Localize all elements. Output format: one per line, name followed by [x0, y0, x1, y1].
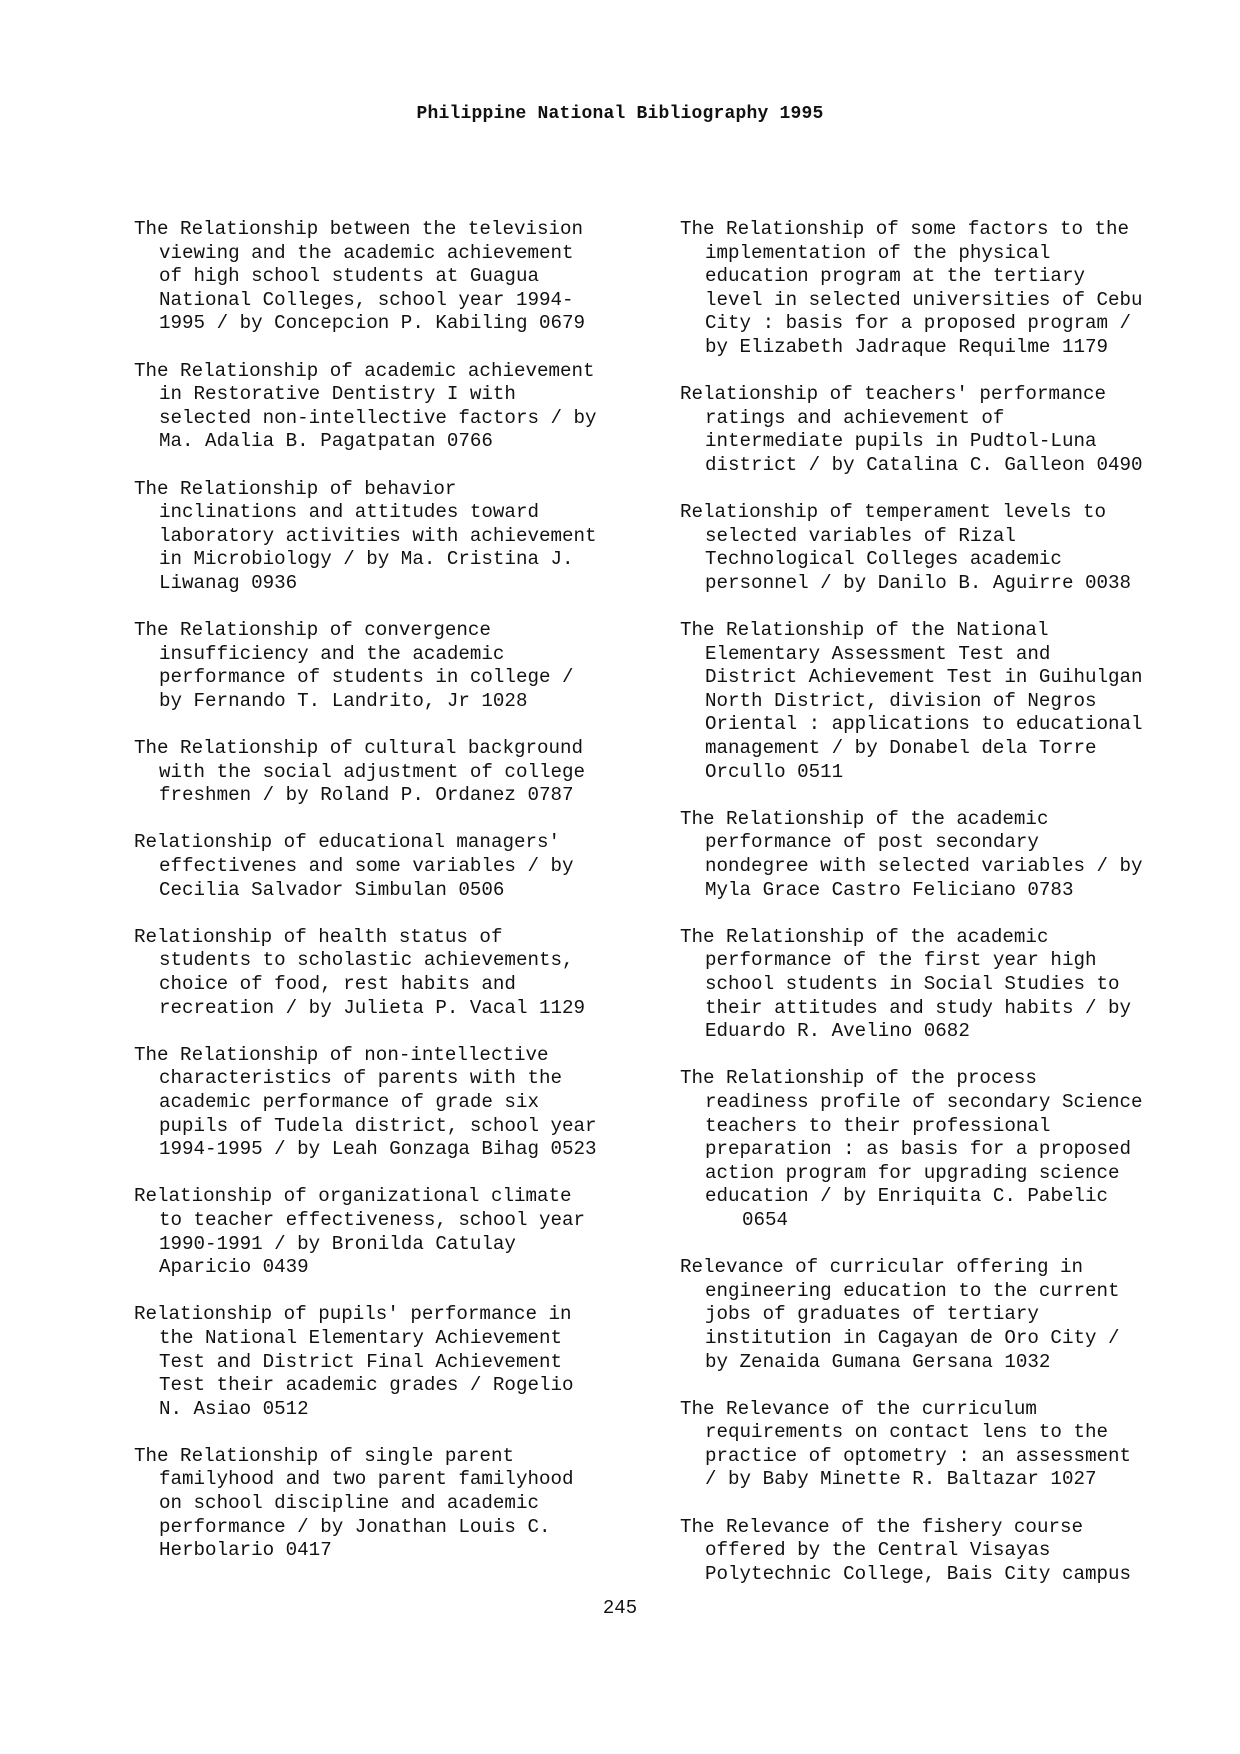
- entry-line: Orcullo 0511: [705, 760, 844, 783]
- entry-line: Cecilia Salvador Simbulan 0506: [159, 878, 505, 901]
- entry-line: by Zenaida Gumana Gersana 1032: [705, 1350, 1051, 1373]
- bibliography-entry: [134, 360, 664, 454]
- bibliography-entry: [680, 808, 1210, 902]
- entry-line: in Restorative Dentistry I with: [159, 383, 516, 406]
- entry-line: offered by the Central Visayas: [705, 1539, 1051, 1562]
- entry-line: 1994-1995 / by Leah Gonzaga Bihag 0523: [159, 1138, 597, 1161]
- entry-line: laboratory activities with achievement: [159, 524, 597, 547]
- entry-line: Test their academic grades / Rogelio: [159, 1374, 574, 1397]
- entry-line: The Relationship of single parent: [134, 1444, 514, 1467]
- entry-line: effectivenes and some variables / by: [159, 855, 574, 878]
- entry-line: The Relationship of convergence: [134, 619, 491, 642]
- entry-line: action program for upgrading science: [705, 1161, 1120, 1184]
- entry-line: Polytechnic College, Bais City campus: [705, 1562, 1132, 1585]
- entry-line: The Relationship of non-intellective: [134, 1043, 549, 1066]
- entry-line: jobs of graduates of tertiary: [705, 1303, 1039, 1326]
- bibliography-entry: [134, 1185, 664, 1279]
- entry-line: Relationship of health status of: [134, 925, 503, 948]
- entry-line: freshmen / by Roland P. Ordanez 0787: [159, 784, 574, 807]
- entry-line: Eduardo R. Avelino 0682: [705, 1020, 970, 1043]
- entry-line: district / by Catalina C. Galleon 0490: [705, 453, 1143, 476]
- entry-line: of high school students at Guagua: [159, 265, 539, 288]
- entry-line: selected variables of Rizal: [705, 524, 1016, 547]
- entry-line: in Microbiology / by Ma. Cristina J.: [159, 548, 574, 571]
- entry-line: The Relevance of the fishery course: [680, 1515, 1084, 1538]
- entry-line: National Colleges, school year 1994-: [159, 288, 574, 311]
- entry-line: 0654: [742, 1208, 789, 1231]
- bibliography-entry: [134, 737, 664, 808]
- entry-line: North District, division of Negros: [705, 689, 1097, 712]
- bibliography-entry: [680, 1256, 1210, 1374]
- entry-line: academic performance of grade six: [159, 1090, 539, 1113]
- bibliography-entry: [680, 619, 1210, 784]
- entry-line: requirements on contact lens to the: [705, 1421, 1109, 1444]
- entry-line: Technological Colleges academic: [705, 548, 1062, 571]
- entry-line: Elementary Assessment Test and: [705, 642, 1051, 665]
- entry-line: performance of students in college /: [159, 666, 574, 689]
- left-column: [134, 218, 664, 1586]
- entry-line: readiness profile of secondary Science: [705, 1090, 1143, 1113]
- entry-line: recreation / by Julieta P. Vacal 1129: [159, 996, 586, 1019]
- entry-line: personnel / by Danilo B. Aguirre 0038: [705, 571, 1132, 594]
- entry-line: Relationship of organizational climate: [134, 1185, 572, 1208]
- entry-line: Relationship of pupils' performance in: [134, 1303, 572, 1326]
- entry-line: institution in Cagayan de Oro City /: [705, 1326, 1120, 1349]
- entry-line: Liwanag 0936: [159, 571, 298, 594]
- entry-line: The Relationship of the process: [680, 1067, 1037, 1090]
- bibliography-entry: [134, 926, 664, 1020]
- entry-line: students to scholastic achievements,: [159, 949, 574, 972]
- entry-line: Myla Grace Castro Feliciano 0783: [705, 878, 1074, 901]
- entry-line: level in selected universities of Cebu: [705, 288, 1143, 311]
- entry-line: engineering education to the current: [705, 1279, 1120, 1302]
- entry-line: Relationship of teachers' performance: [680, 383, 1107, 406]
- bibliography-entry: [134, 619, 664, 713]
- entry-line: their attitudes and study habits / by: [705, 996, 1132, 1019]
- entry-line: The Relationship of academic achievement: [134, 359, 595, 382]
- bibliography-entry: [134, 1445, 664, 1563]
- entry-line: to teacher effectiveness, school year: [159, 1208, 586, 1231]
- entry-line: selected non-intellective factors / by: [159, 406, 597, 429]
- entry-line: District Achievement Test in Guihulgan: [705, 666, 1143, 689]
- entry-line: N. Asiao 0512: [159, 1397, 309, 1420]
- entry-line: The Relationship of the academic: [680, 925, 1049, 948]
- entry-line: intermediate pupils in Pudtol-Luna: [705, 430, 1097, 453]
- entry-line: practice of optometry : an assessment: [705, 1444, 1132, 1467]
- entry-line: Herbolario 0417: [159, 1539, 332, 1562]
- bibliography-entry: [134, 1044, 664, 1162]
- entry-line: 1995 / by Concepcion P. Kabiling 0679: [159, 312, 586, 335]
- entry-line: The Relevance of the curriculum: [680, 1397, 1037, 1420]
- entry-line: The Relationship of the National: [680, 619, 1049, 642]
- entry-line: choice of food, rest habits and: [159, 973, 516, 995]
- entry-line: Relevance of curricular offering in: [680, 1256, 1084, 1279]
- entry-line: Relationship of educational managers': [134, 831, 561, 854]
- entry-line: the National Elementary Achievement: [159, 1326, 563, 1349]
- entry-line: Aparicio 0439: [159, 1256, 309, 1279]
- bibliography-entry: [134, 478, 664, 596]
- bibliography-entry: [680, 926, 1210, 1044]
- entry-line: management / by Donabel dela Torre: [705, 737, 1097, 760]
- entry-line: performance of the first year high: [705, 949, 1097, 972]
- entry-line: viewing and the academic achievement: [159, 241, 574, 264]
- entry-line: The Relationship of the academic: [680, 807, 1049, 830]
- entry-line: familyhood and two parent familyhood: [159, 1468, 574, 1491]
- entry-line: performance of post secondary: [705, 831, 1039, 854]
- entry-line: school students in Social Studies to: [705, 973, 1120, 995]
- entry-line: Relationship of temperament levels to: [680, 501, 1107, 524]
- entry-line: performance / by Jonathan Louis C.: [159, 1515, 551, 1538]
- entry-line: insufficiency and the academic: [159, 642, 505, 665]
- entry-line: with the social adjustment of college: [159, 760, 586, 783]
- bibliography-entry: [134, 1303, 664, 1421]
- bibliography-entry: [134, 218, 664, 336]
- entry-line: teachers to their professional: [705, 1114, 1051, 1137]
- entry-line: by Elizabeth Jadraque Requilme 1179: [705, 335, 1109, 358]
- entry-line: The Relationship of behavior: [134, 477, 457, 500]
- entry-line: on school discipline and academic: [159, 1492, 539, 1515]
- entry-line: education / by Enriquita C. Pabelic: [705, 1185, 1109, 1208]
- entry-line: nondegree with selected variables / by: [705, 855, 1143, 878]
- bibliography-entry: [680, 1398, 1210, 1492]
- bibliography-entry: [680, 218, 1210, 360]
- entry-line: City : basis for a proposed program /: [705, 312, 1132, 335]
- entry-line: ratings and achievement of: [705, 406, 1005, 429]
- bibliography-entry: [680, 501, 1210, 595]
- bibliography-entry: [680, 1067, 1210, 1232]
- entry-line: pupils of Tudela district, school year: [159, 1114, 597, 1137]
- entry-line: The Relationship of some factors to the: [680, 218, 1130, 240]
- entry-line: The Relationship between the television: [134, 218, 584, 240]
- entry-line: Ma. Adalia B. Pagatpatan 0766: [159, 430, 493, 453]
- entry-line: Test and District Final Achievement: [159, 1350, 563, 1373]
- entry-line: 1990-1991 / by Bronilda Catulay: [159, 1232, 516, 1255]
- entry-line: Oriental : applications to educational: [705, 713, 1143, 736]
- bibliography-entry: [134, 831, 664, 902]
- page-header: Philippine National Bibliography 1995: [416, 104, 824, 124]
- bibliography-entry: [680, 383, 1210, 477]
- entry-line: implementation of the physical: [705, 241, 1051, 264]
- entry-line: by Fernando T. Landrito, Jr 1028: [159, 689, 528, 712]
- page-number: 245: [602, 1597, 638, 1619]
- entry-line: / by Baby Minette R. Baltazar 1027: [705, 1468, 1097, 1491]
- bibliography-entry: [680, 1516, 1210, 1587]
- entry-line: characteristics of parents with the: [159, 1067, 563, 1090]
- right-column: [680, 218, 1210, 1610]
- entry-line: The Relationship of cultural background: [134, 737, 584, 760]
- entry-line: preparation : as basis for a proposed: [705, 1138, 1132, 1161]
- entry-line: education program at the tertiary: [705, 265, 1085, 288]
- entry-line: inclinations and attitudes toward: [159, 501, 539, 524]
